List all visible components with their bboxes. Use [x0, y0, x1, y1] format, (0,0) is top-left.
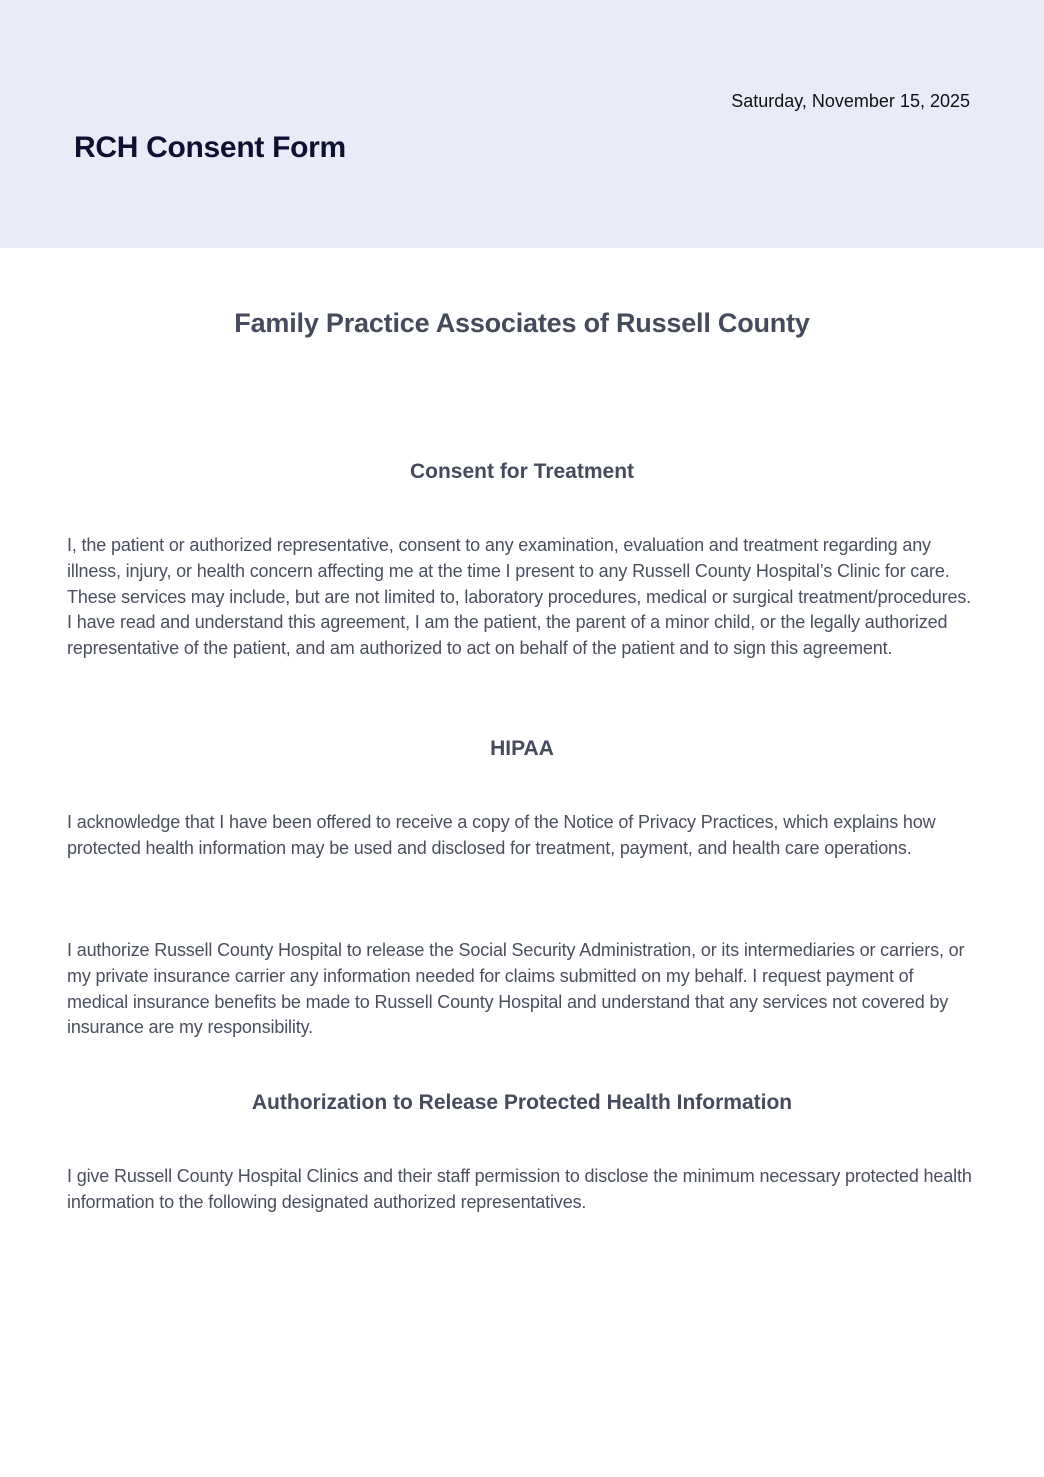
- authorization-release-paragraph: I give Russell County Hospital Clinics and their staff permission to disclose the minimum necessary protected health information to the following designated authorized representatives.: [67, 1166, 972, 1212]
- consent-for-treatment-paragraph: I, the patient or authorized representative, consent to any examination, evaluation and treatment regarding any illness, injury, or health concern affecting me at the time I present to any Russell County Hospital’s Clinic for care. These services may include, but are not limited to, laboratory procedures, medical or surgical treatment/procedures. I have read and understand this agreement, I am the patient, the parent of a minor child, or the legally authorized representative of the patient, and am authorized to act on behalf of the patient and to sign this agreement.: [67, 535, 972, 659]
- section-heading-consent-for-treatment: Consent for Treatment: [409, 460, 635, 483]
- form-title: RCH Consent Form: [74, 131, 346, 164]
- form-header: [0, 0, 1044, 248]
- header-date: Saturday, November 15, 2025: [731, 91, 970, 111]
- section-heading-authorization-release-phi: Authorization to Release Protected Health Information: [251, 1091, 793, 1114]
- section-heading-hipaa: HIPAA: [490, 737, 554, 760]
- organization-name: Family Practice Associates of Russell County: [234, 308, 810, 338]
- hipaa-acknowledgement-paragraph: I acknowledge that I have been offered to receive a copy of the Notice of Privacy Practices, which explains how protected health information may be used and disclosed for treatment, payment, and health care operations.: [67, 812, 936, 858]
- hipaa-authorization-paragraph: I authorize Russell County Hospital to release the Social Security Administration, or its intermediaries or carriers, or my private insurance carrier any information needed for claims submitted on my behalf. I request payment of medical insurance benefits be made to Russell County Hospital and understand that any services not covered by insurance are my responsibility.: [67, 940, 965, 1038]
